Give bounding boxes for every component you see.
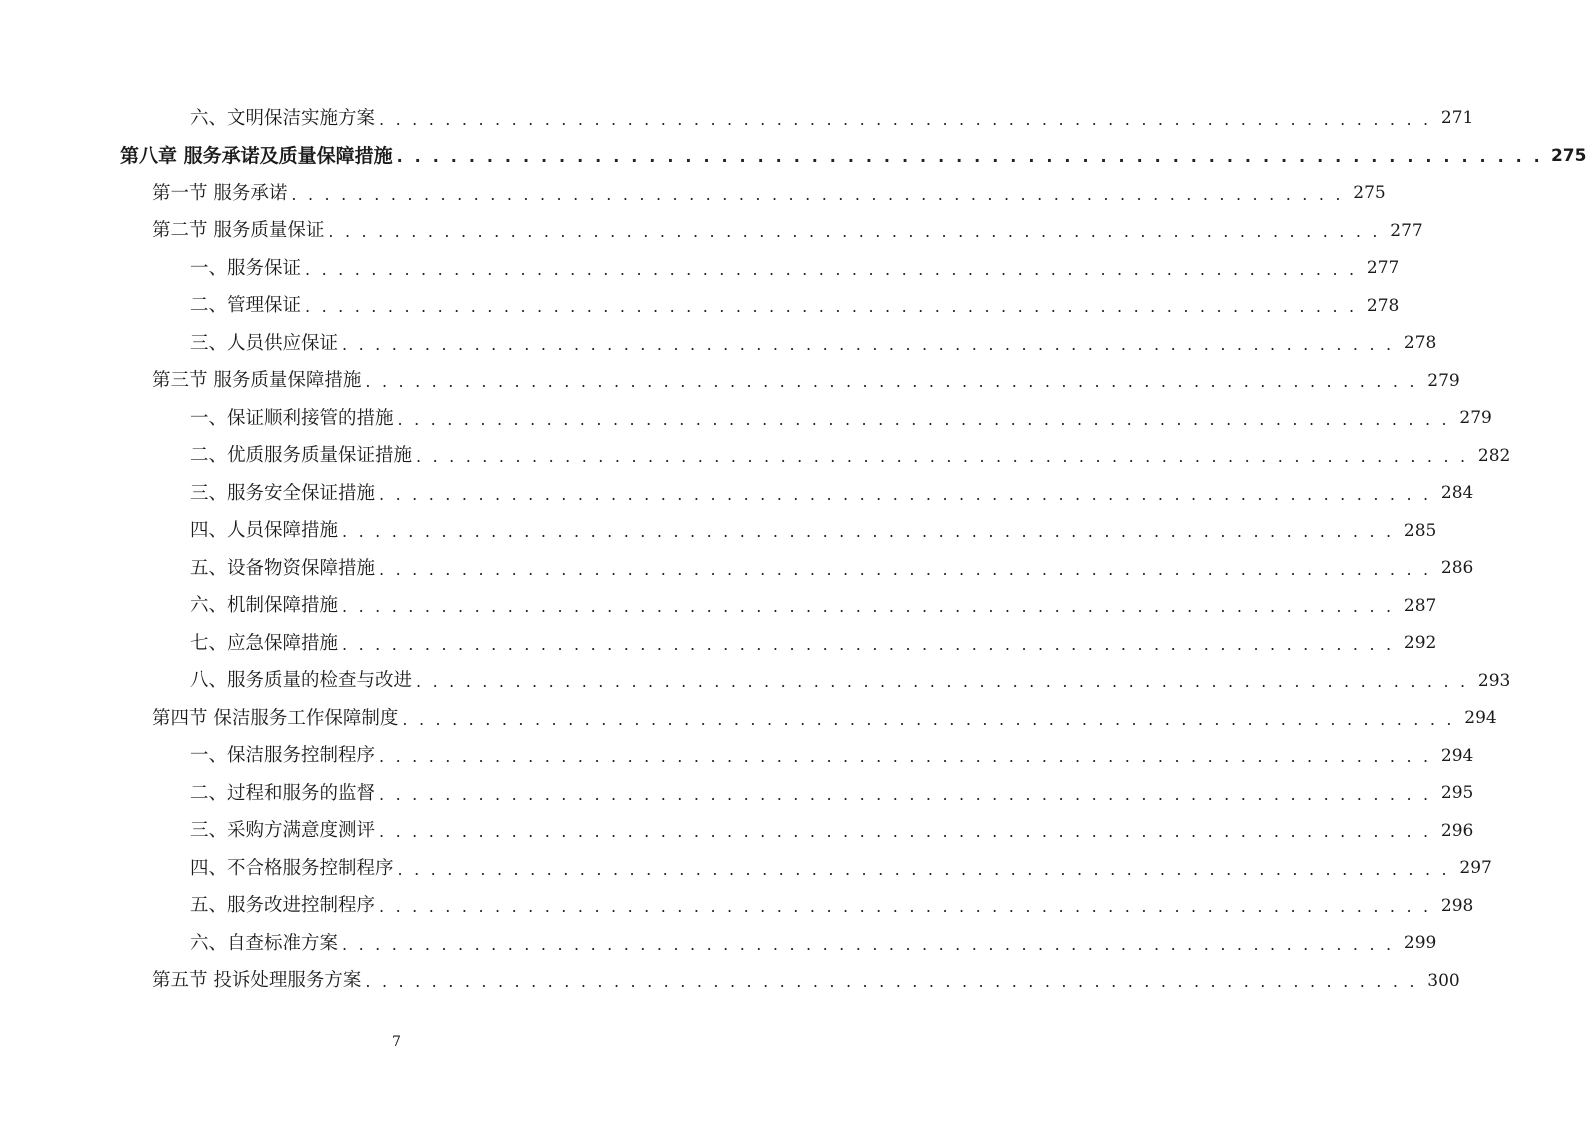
- toc-dot-leader: . . . . . . . . . . . . . . . . . . . . . . . . . . . . . . . . . . . . . . . . . . . . . . . . . . . . . . . . . . . . . . . .: [416, 447, 1469, 467]
- toc-entry-title: 第一节 服务承诺: [152, 182, 288, 204]
- toc-dot-leader: . . . . . . . . . . . . . . . . . . . . . . . . . . . . . . . . . . . . . . . . . . . . . . . . . . . . . . . . . . . . . . . .: [365, 972, 1418, 992]
- toc-entry-item[interactable]: [0, 663, 1511, 701]
- toc-entry-title: 五、设备物资保障措施: [190, 557, 376, 579]
- toc-entry-page-number: 279: [1459, 408, 1492, 429]
- toc-dot-leader: . . . . . . . . . . . . . . . . . . . . . . . . . . . . . . . . . . . . . . . . . . . . . . . . . . . . . . . . . . . . . . . .: [305, 297, 1358, 317]
- table-of-contents: [0, 100, 1586, 1000]
- toc-entry-title: 四、人员保障措施: [190, 520, 339, 541]
- toc-entry-page-number: 299: [1403, 933, 1437, 954]
- toc-dot-leader: . . . . . . . . . . . . . . . . . . . . . . . . . . . . . . . . . . . . . . . . . . . . . . . . . . . . . . . . . . . . . . . .: [416, 672, 1469, 692]
- toc-entry-title: 二、过程和服务的监督: [190, 782, 376, 804]
- toc-entry-item[interactable]: [0, 888, 1474, 926]
- toc-entry-section[interactable]: [0, 175, 1386, 213]
- toc-entry-title: 六、机制保障措施: [190, 595, 339, 616]
- toc-entry-title: 第五节 投诉处理服务方案: [152, 970, 362, 991]
- toc-entry-item[interactable]: [0, 475, 1474, 513]
- toc-entry-page-number: 293: [1477, 670, 1511, 691]
- toc-entry-section[interactable]: [0, 363, 1460, 401]
- toc-dot-leader: . . . . . . . . . . . . . . . . . . . . . . . . . . . . . . . . . . . . . . . . . . . . . . . . . . . . . . . . . . . . . . . .: [342, 634, 1395, 654]
- toc-entry-page-number: 271: [1440, 108, 1474, 129]
- toc-entry-page-number: 300: [1427, 970, 1460, 991]
- toc-entry-title: 第三节 服务质量保障措施: [152, 370, 362, 391]
- toc-dot-leader: . . . . . . . . . . . . . . . . . . . . . . . . . . . . . . . . . . . . . . . . . . . . . . . . . . . . . . . . . . . . . . . .: [379, 897, 1432, 917]
- toc-entry-item[interactable]: [0, 325, 1437, 363]
- toc-dot-leader: . . . . . . . . . . . . . . . . . . . . . . . . . . . . . . . . . . . . . . . . . . . . . . . . . . . . . . . . . . . . . . . .: [342, 522, 1395, 542]
- toc-entry-page-number: 294: [1464, 708, 1497, 729]
- toc-dot-leader: . . . . . . . . . . . . . . . . . . . . . . . . . . . . . . . . . . . . . . . . . . . . . . . . . . . . . . . . . . . . . . . .: [342, 934, 1395, 954]
- toc-entry-title: 一、保证顺利接管的措施: [190, 407, 394, 429]
- toc-entry-title: 一、保洁服务控制程序: [190, 745, 376, 766]
- toc-entry-item[interactable]: [0, 925, 1437, 963]
- toc-entry-title: 二、管理保证: [190, 295, 302, 316]
- toc-entry-item[interactable]: [0, 775, 1474, 813]
- toc-entry-title: 六、自查标准方案: [190, 932, 339, 954]
- toc-entry-page-number: 284: [1440, 483, 1474, 504]
- toc-entry-page-number: 278: [1403, 333, 1437, 354]
- toc-entry-page-number: 282: [1477, 445, 1511, 466]
- toc-entry-item[interactable]: [0, 850, 1492, 888]
- toc-entry-page-number: 279: [1427, 370, 1460, 391]
- toc-entry-title: 三、人员供应保证: [190, 332, 339, 354]
- toc-dot-leader: . . . . . . . . . . . . . . . . . . . . . . . . . . . . . . . . . . . . . . . . . . . . . . . . . . . . . . . . . . . . . . . .: [379, 484, 1432, 504]
- toc-entry-item[interactable]: [0, 100, 1474, 138]
- toc-entry-item[interactable]: [0, 813, 1474, 851]
- toc-entry-title: 二、优质服务质量保证措施: [190, 445, 413, 466]
- toc-entry-page-number: 278: [1366, 295, 1400, 316]
- toc-dot-leader: . . . . . . . . . . . . . . . . . . . . . . . . . . . . . . . . . . . . . . . . . . . . . . . . . . . . . . . . . . . . . . . .: [342, 334, 1395, 354]
- toc-dot-leader: . . . . . . . . . . . . . . . . . . . . . . . . . . . . . . . . . . . . . . . . . . . . . . . . . . . . . . . . . . . . . . . .: [342, 597, 1395, 617]
- toc-entry-title: 第二节 服务质量保证: [152, 220, 325, 241]
- toc-dot-leader: . . . . . . . . . . . . . . . . . . . . . . . . . . . . . . . . . . . . . . . . . . . . . . . . . . . . . . . . . . . . . . . .: [379, 109, 1432, 129]
- toc-entry-item[interactable]: [0, 625, 1437, 663]
- toc-entry-page-number: 287: [1403, 595, 1437, 616]
- toc-entry-title: 第四节 保洁服务工作保障制度: [152, 707, 399, 729]
- toc-entry-page-number: 277: [1366, 258, 1400, 279]
- toc-entry-title: 八、服务质量的检查与改进: [190, 670, 413, 691]
- toc-entry-page-number: 275: [1550, 145, 1586, 166]
- toc-entry-page-number: 296: [1440, 820, 1474, 841]
- toc-dot-leader: . . . . . . . . . . . . . . . . . . . . . . . . . . . . . . . . . . . . . . . . . . . . . . . . . . . . . . . . . . . . . . . .: [396, 147, 1543, 167]
- toc-dot-leader: . . . . . . . . . . . . . . . . . . . . . . . . . . . . . . . . . . . . . . . . . . . . . . . . . . . . . . . . . . . . . . . .: [397, 859, 1450, 879]
- toc-entry-section[interactable]: [0, 963, 1460, 1001]
- page-number: 7: [392, 1034, 401, 1050]
- toc-entry-title: 三、采购方满意度测评: [190, 820, 376, 841]
- toc-entry-title: 七、应急保障措施: [190, 632, 339, 654]
- toc-entry-section[interactable]: [0, 213, 1423, 251]
- toc-entry-item[interactable]: [0, 738, 1474, 776]
- toc-dot-leader: . . . . . . . . . . . . . . . . . . . . . . . . . . . . . . . . . . . . . . . . . . . . . . . . . . . . . . . . . . . . . . . .: [328, 222, 1381, 242]
- toc-dot-leader: . . . . . . . . . . . . . . . . . . . . . . . . . . . . . . . . . . . . . . . . . . . . . . . . . . . . . . . . . . . . . . . .: [291, 184, 1344, 204]
- toc-dot-leader: . . . . . . . . . . . . . . . . . . . . . . . . . . . . . . . . . . . . . . . . . . . . . . . . . . . . . . . . . . . . . . . .: [379, 784, 1432, 804]
- toc-entry-item[interactable]: [0, 288, 1400, 326]
- toc-entry-title: 四、不合格服务控制程序: [190, 857, 394, 879]
- toc-entry-title: 六、文明保洁实施方案: [190, 107, 376, 129]
- toc-entry-title: 五、服务改进控制程序: [190, 895, 376, 916]
- toc-dot-leader: . . . . . . . . . . . . . . . . . . . . . . . . . . . . . . . . . . . . . . . . . . . . . . . . . . . . . . . . . . . . . . . .: [402, 709, 1455, 729]
- toc-entry-page-number: 292: [1403, 633, 1437, 654]
- toc-entry-item[interactable]: [0, 550, 1474, 588]
- toc-entry-item[interactable]: [0, 513, 1437, 551]
- toc-dot-leader: . . . . . . . . . . . . . . . . . . . . . . . . . . . . . . . . . . . . . . . . . . . . . . . . . . . . . . . . . . . . . . . .: [379, 559, 1432, 579]
- toc-entry-page-number: 298: [1440, 895, 1474, 916]
- toc-entry-page-number: 297: [1459, 858, 1492, 879]
- toc-entry-title: 第八章 服务承诺及质量保障措施: [120, 144, 393, 167]
- toc-entry-item[interactable]: [0, 438, 1511, 476]
- toc-entry-page-number: 295: [1440, 783, 1474, 804]
- toc-dot-leader: . . . . . . . . . . . . . . . . . . . . . . . . . . . . . . . . . . . . . . . . . . . . . . . . . . . . . . . . . . . . . . . .: [379, 747, 1432, 767]
- toc-dot-leader: . . . . . . . . . . . . . . . . . . . . . . . . . . . . . . . . . . . . . . . . . . . . . . . . . . . . . . . . . . . . . . . .: [397, 409, 1450, 429]
- toc-entry-page-number: 275: [1353, 183, 1386, 204]
- toc-entry-item[interactable]: [0, 250, 1400, 288]
- toc-entry-title: 三、服务安全保证措施: [190, 482, 376, 504]
- toc-entry-item[interactable]: [0, 400, 1492, 438]
- toc-entry-chapter[interactable]: [0, 138, 1586, 176]
- toc-entry-page-number: 286: [1440, 558, 1474, 579]
- toc-entry-section[interactable]: [0, 700, 1497, 738]
- toc-entry-page-number: 277: [1390, 220, 1423, 241]
- toc-entry-page-number: 294: [1440, 745, 1474, 766]
- toc-entry-title: 一、服务保证: [190, 257, 302, 279]
- toc-dot-leader: . . . . . . . . . . . . . . . . . . . . . . . . . . . . . . . . . . . . . . . . . . . . . . . . . . . . . . . . . . . . . . . .: [305, 259, 1358, 279]
- toc-entry-page-number: 285: [1403, 520, 1437, 541]
- toc-dot-leader: . . . . . . . . . . . . . . . . . . . . . . . . . . . . . . . . . . . . . . . . . . . . . . . . . . . . . . . . . . . . . . . .: [379, 822, 1432, 842]
- toc-dot-leader: . . . . . . . . . . . . . . . . . . . . . . . . . . . . . . . . . . . . . . . . . . . . . . . . . . . . . . . . . . . . . . . .: [365, 372, 1418, 392]
- toc-entry-item[interactable]: [0, 588, 1437, 626]
